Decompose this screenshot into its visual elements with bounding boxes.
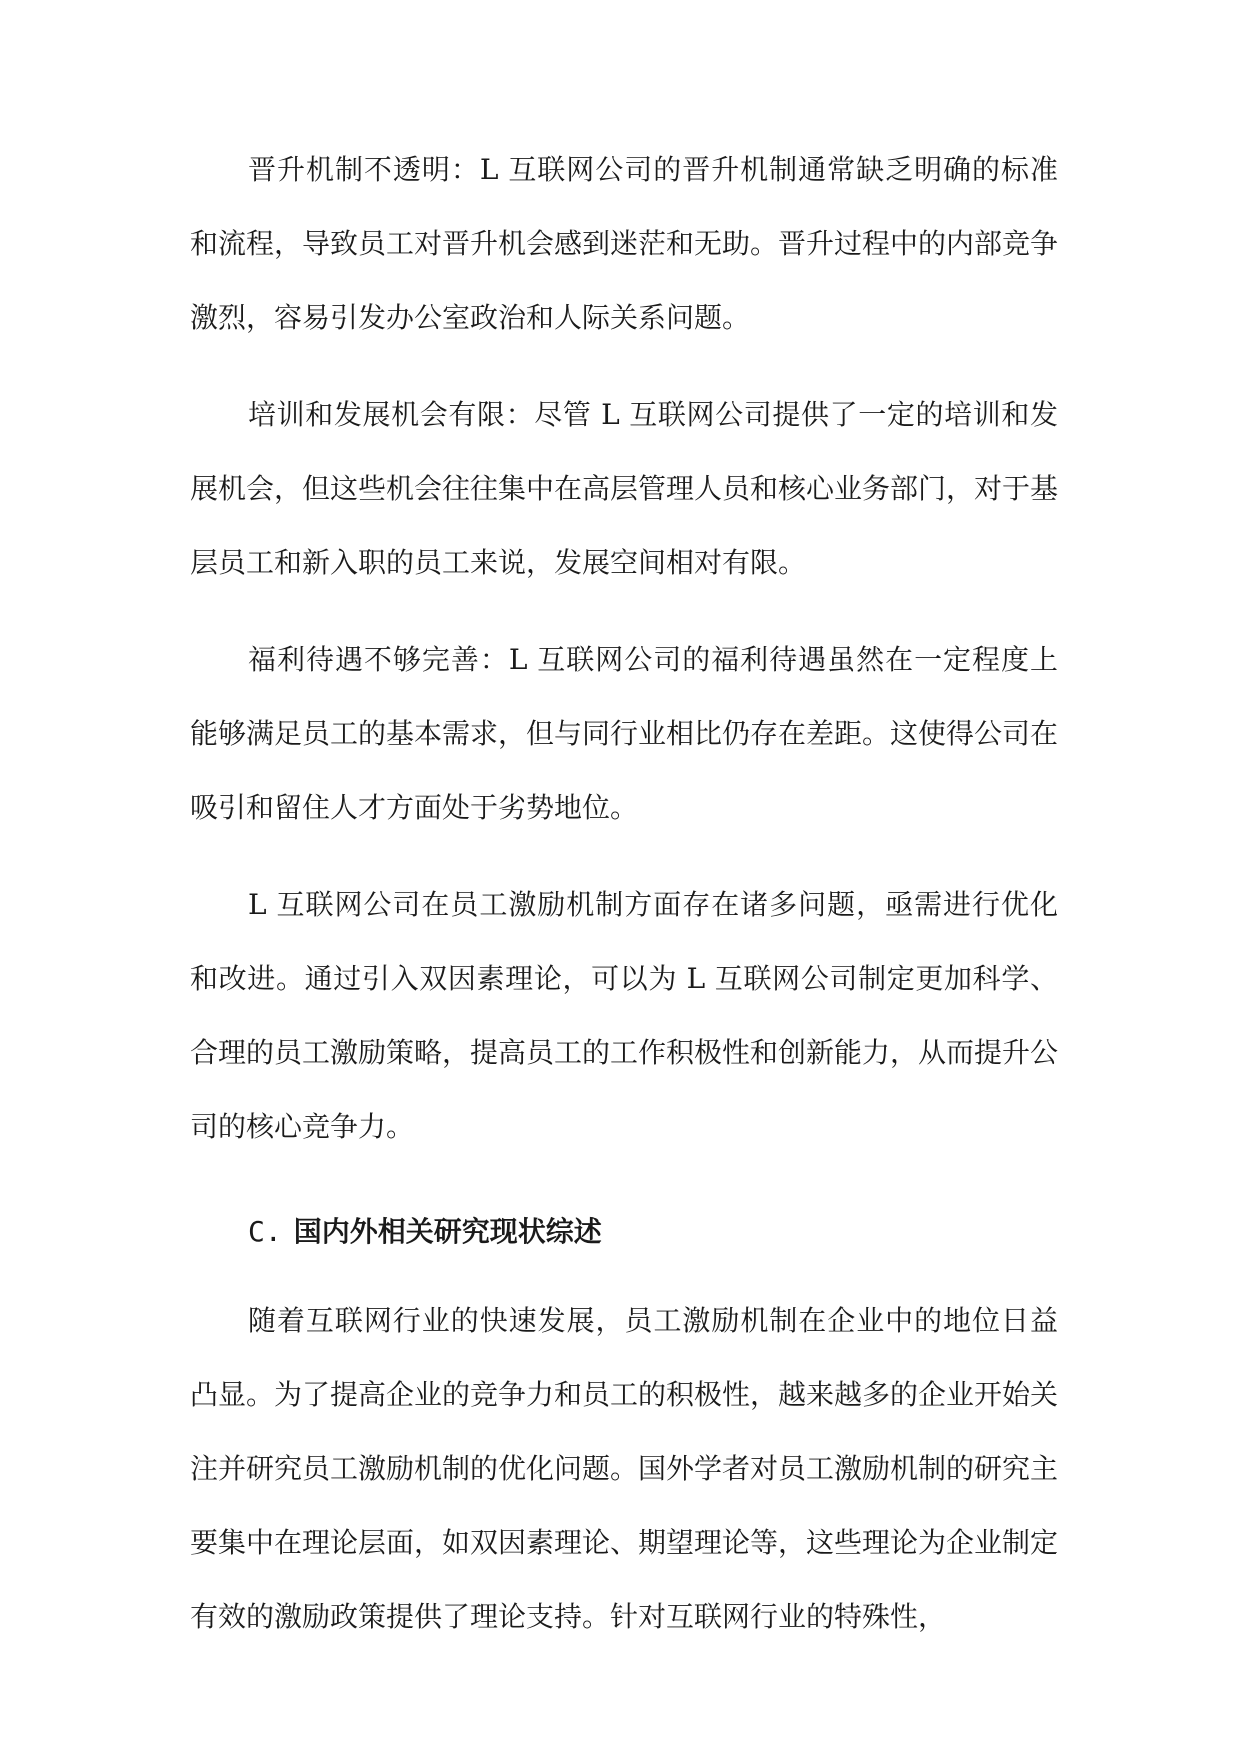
document-page (190, 133, 1058, 1677)
section-title: 国内外相关研究现状综述 (293, 1215, 602, 1248)
paragraph-welfare-benefits: 福利待遇不够完善：L 互联网公司的福利待遇虽然在一定程度上能够满足员工的基本需求，但与同行业相比仍存在差距。这使得公司在吸引和留住人才方面处于劣势地位。 (190, 643, 1059, 824)
paragraph-training-opportunities: 培训和发展机会有限：尽管 L 互联网公司提供了一定的培训和发展机会，但这些机会往往集中在高层管理人员和核心业务部门，对于基层员工和新入职的员工来说，发展空间相对有限。 (190, 398, 1059, 579)
section-heading (190, 1202, 1058, 1262)
paragraph-summary: L 互联网公司在员工激励机制方面存在诸多问题，亟需进行优化和改进。通过引入双因素理论，可以为 L 互联网公司制定更加科学、合理的员工激励策略，提高员工的工作积极性和创新能力，从而提升公司的核心竞争力。 (190, 888, 1059, 1143)
paragraph-research-overview: 随着互联网行业的快速发展，员工激励机制在企业中的地位日益凸显。为了提高企业的竞争力和员工的积极性，越来越多的企业开始关注并研究员工激励机制的优化问题。国外学者对员工激励机制的研究主要集中在理论层面，如双因素理论、期望理论等，这些理论为企业制定有效的激励政策提供了理论支持。针对互联网行业的特殊性， (190, 1304, 1059, 1633)
section-number: C. (248, 1215, 282, 1248)
paragraph-promotion-mechanism: 晋升机制不透明：L 互联网公司的晋升机制通常缺乏明确的标准和流程，导致员工对晋升机会感到迷茫和无助。晋升过程中的内部竞争激烈，容易引发办公室政治和人际关系问题。 (190, 153, 1059, 334)
